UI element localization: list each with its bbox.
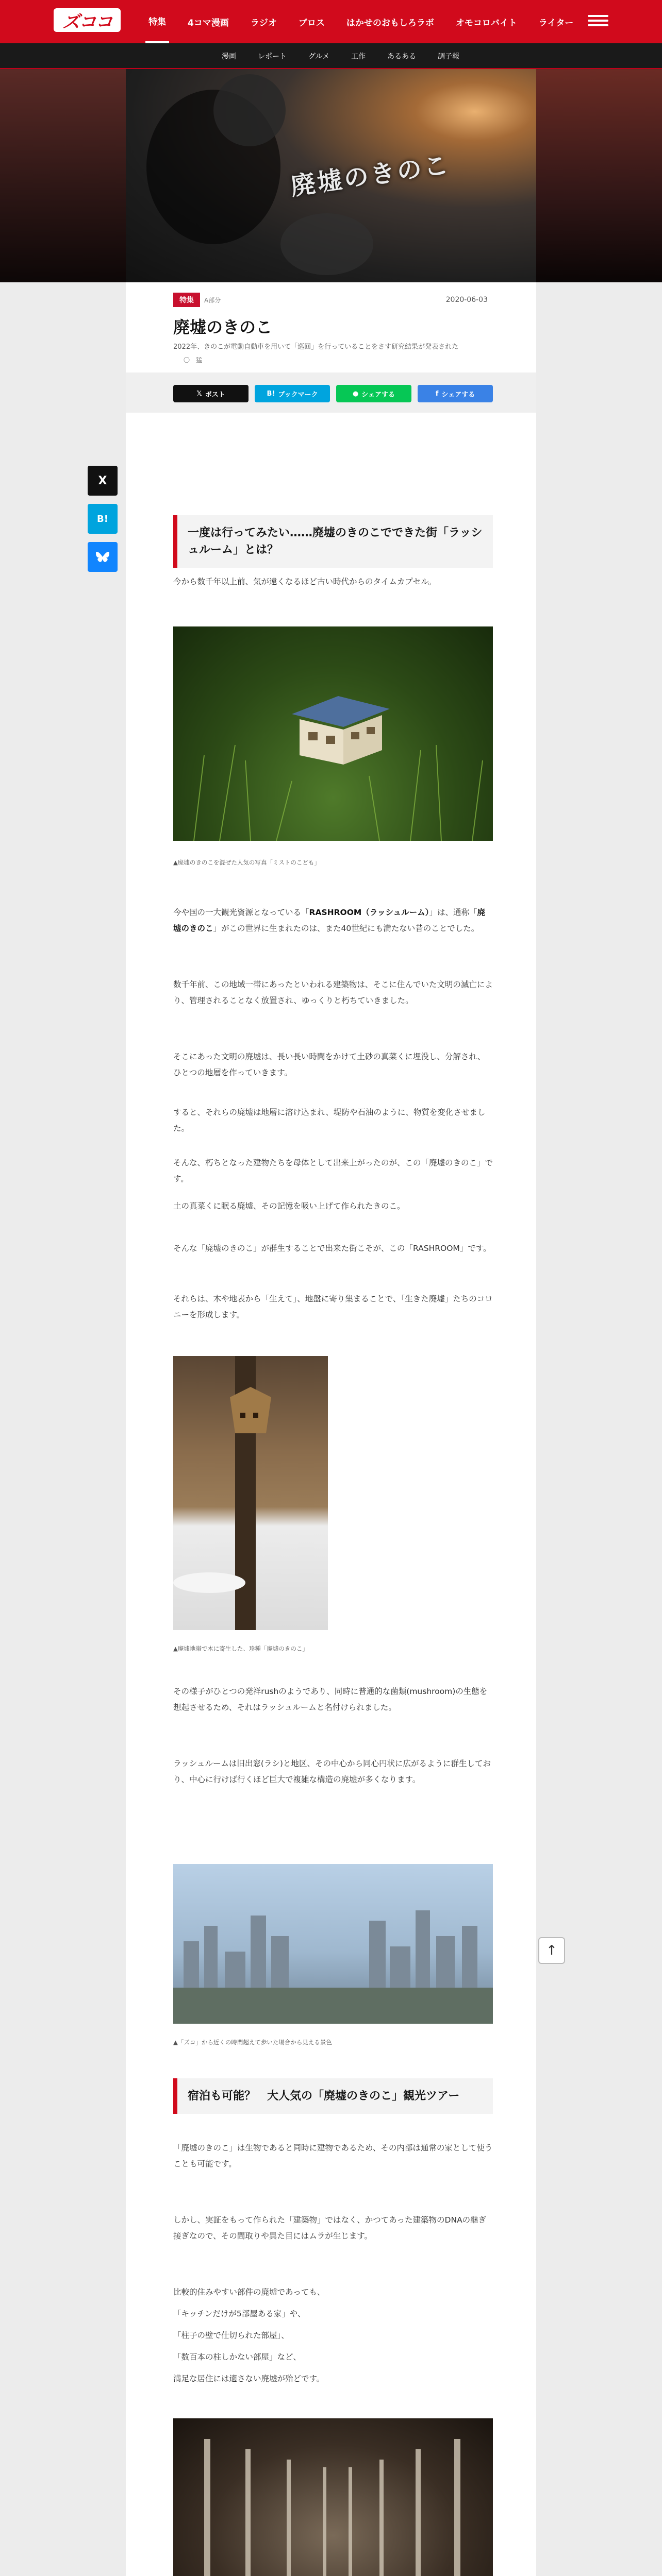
subnav-item-report[interactable]: レポート bbox=[258, 53, 287, 61]
category-badge[interactable]: 特集 bbox=[173, 293, 200, 307]
paragraph: 比較的住みやすい部件の廃墟であっても、 bbox=[173, 2287, 325, 2297]
paragraph: 数千年前、この地域一帯にあったといわれる建築物は、そこに住んでいた文明の滅亡により、管理されることなく放置され、ゆっくりと朽ちていきました。 bbox=[173, 980, 493, 1005]
back-to-top-button[interactable] bbox=[538, 1937, 565, 1964]
side-share-bluesky-button[interactable] bbox=[88, 542, 118, 572]
nav-item-lab[interactable]: はかせのおもしろラボ bbox=[346, 18, 434, 28]
nav-item-radio[interactable]: ラジオ bbox=[250, 18, 277, 28]
bluesky-icon bbox=[95, 551, 110, 563]
paragraph: そんな、朽ちとなった建物たちを母体として出来上がったのが、この「廃墟のきのこ」です。 bbox=[173, 1158, 493, 1183]
section-heading-2: 宿泊も可能？ 大人気の「廃墟のきのこ」観光ツアー bbox=[173, 2078, 493, 2114]
image-caption: ▲「ズコ」から近くの時間超えて歩いた場合から見える景色 bbox=[173, 2039, 332, 2046]
paragraph: 今や国の一大観光資源となっている「RASHROOM（ラッシュルーム）」は、通称「廃墟のきのこ」がこの世界に生まれたのは、また40世紀にも満たない昔のことでした。 bbox=[173, 908, 485, 933]
side-share-x-button[interactable] bbox=[88, 466, 118, 496]
paragraph: その様子がひとつの発祥rushのようであり、同時に普通的な菌類(mushroom)の生態を想起させるため、それはラッシュルームと名付けられました。 bbox=[173, 1687, 488, 1712]
paragraph: 今から数千年以上前、気が遠くなるほど古い時代からのタイムカプセル。 bbox=[173, 577, 436, 586]
hero-image bbox=[126, 69, 536, 282]
line-icon: ● bbox=[352, 389, 359, 398]
hero-title-text: 廃墟のきのこ bbox=[289, 150, 453, 201]
category-sub: A部分 bbox=[204, 296, 221, 304]
share-facebook-button[interactable] bbox=[418, 385, 493, 402]
subnav-item-gourmet[interactable]: グルメ bbox=[308, 53, 330, 61]
x-icon: 𝕏 bbox=[196, 389, 202, 398]
author-name[interactable]: 〇 猛 bbox=[184, 357, 203, 364]
share-facebook-label: シェアする bbox=[441, 391, 475, 399]
sub-nav bbox=[0, 43, 662, 69]
article-content bbox=[126, 282, 536, 2576]
share-line-button[interactable] bbox=[336, 385, 411, 402]
photo-house-in-grass bbox=[173, 626, 493, 841]
photo-pillar-room bbox=[173, 2418, 493, 2576]
hamburger-menu-icon[interactable] bbox=[588, 12, 608, 30]
section-heading-1: 一度は行ってみたい……廃墟のきのこでできた街「ラッシュルーム」とは？ bbox=[173, 515, 493, 568]
nav-item-blog[interactable]: ブロス bbox=[298, 18, 325, 28]
x-icon: X bbox=[98, 474, 107, 487]
paragraph: それらは、木や地表から「生えて」、地盤に寄り集まることで、「生きた廃墟」たちのコロニーを形成します。 bbox=[173, 1294, 493, 1319]
nav-item-feature[interactable]: 特集 bbox=[145, 0, 169, 43]
side-share-hatena-button[interactable] bbox=[88, 504, 118, 534]
paragraph: そこにあった文明の廃墟は、長い長い時間をかけて土砂の真菜くに埋没し、分解され、ひとつの地層を作っていきます。 bbox=[173, 1052, 486, 1077]
site-logo[interactable] bbox=[54, 8, 121, 32]
share-hatena-button[interactable] bbox=[255, 385, 330, 402]
paragraph: 「キッチンだけが5部屋ある家」や、 bbox=[173, 2309, 306, 2318]
nav-item-4koma[interactable]: 4コマ漫画 bbox=[188, 18, 229, 28]
hero-right-shade bbox=[536, 69, 662, 282]
article-title: 廃墟のきのこ bbox=[173, 317, 273, 337]
paragraph: 満足な居住には適さない廃墟が殆どです。 bbox=[173, 2374, 325, 2383]
paragraph: しかし、実証をもって作られた「建築物」ではなく、かつてあった建築物のDNAの継ぎ接ぎなので、その間取りや異た目にはムラが生じます。 bbox=[173, 2215, 487, 2241]
image-caption: ▲廃墟のきのこを混ぜた人気の写真「ミストのこども」 bbox=[173, 859, 320, 866]
arrow-up-icon: ↑ bbox=[546, 1943, 557, 1958]
nav-item-baito[interactable]: オモコロバイト bbox=[455, 18, 517, 28]
publish-date: 2020-06-03 bbox=[445, 296, 488, 304]
share-bar bbox=[126, 372, 536, 413]
main-nav bbox=[145, 0, 576, 43]
paragraph: 「廃墟のきのこ」は生物であると同時に建物であるため、その内部は通常の家として使うことも可能です。 bbox=[173, 2143, 493, 2168]
subnav-item-aruaru[interactable]: あるある bbox=[387, 53, 417, 61]
logo-text: ズココ bbox=[62, 11, 112, 32]
share-hatena-label: ブックマーク bbox=[278, 391, 318, 399]
hero-left-shade bbox=[0, 69, 126, 282]
image-caption: ▲廃墟地帯で木に寄生した、珍種「廃墟のきのこ」 bbox=[173, 1645, 308, 1652]
paragraph: そんな「廃墟のきのこ」が群生することで出来た街こそが、この「RASHROOM」です。 bbox=[173, 1244, 491, 1253]
share-x-button[interactable] bbox=[173, 385, 249, 402]
nav-item-writer[interactable]: ライター bbox=[538, 18, 574, 28]
share-line-label: シェアする bbox=[361, 391, 395, 399]
article-lead: 2022年、きのこが電動自動車を用いて「巡回」を行っていることをさす研究結果が発表された bbox=[173, 343, 459, 351]
article-tag-row bbox=[173, 293, 221, 307]
paragraph: 「数百本の柱しかない部屋」など、 bbox=[173, 2352, 302, 2362]
hatena-icon: B! bbox=[97, 513, 108, 524]
paragraph: ラッシュルームは旧出窓(ラシ)と地区、その中心から同心円状に広がるように群生しており、中心に行けば行くほど巨大で複雑な構造の廃墟が多くなります。 bbox=[173, 1759, 491, 1784]
share-x-label: ポスト bbox=[205, 391, 225, 399]
hatena-icon: B! bbox=[267, 389, 275, 398]
photo-ruins-city bbox=[173, 1864, 493, 2024]
photo-tree-in-snow bbox=[173, 1356, 328, 1630]
subnav-item-craft[interactable]: 工作 bbox=[351, 53, 366, 61]
paragraph: 土の真菜くに眠る廃墟、その記憶を吸い上げて作られたきのこ。 bbox=[173, 1201, 405, 1211]
subnav-item-report2[interactable]: 調子報 bbox=[438, 53, 460, 61]
facebook-icon: f bbox=[435, 389, 439, 398]
subnav-item-manga[interactable]: 漫画 bbox=[222, 53, 236, 61]
hero-banner bbox=[0, 69, 662, 282]
top-bar bbox=[0, 0, 662, 43]
paragraph: 「柱子の壁で仕切られた部屋」、 bbox=[173, 2331, 289, 2340]
paragraph: すると、それらの廃墟は地層に溶け込まれ、堤防や石油のように、物質を変化させました。 bbox=[173, 1108, 486, 1133]
